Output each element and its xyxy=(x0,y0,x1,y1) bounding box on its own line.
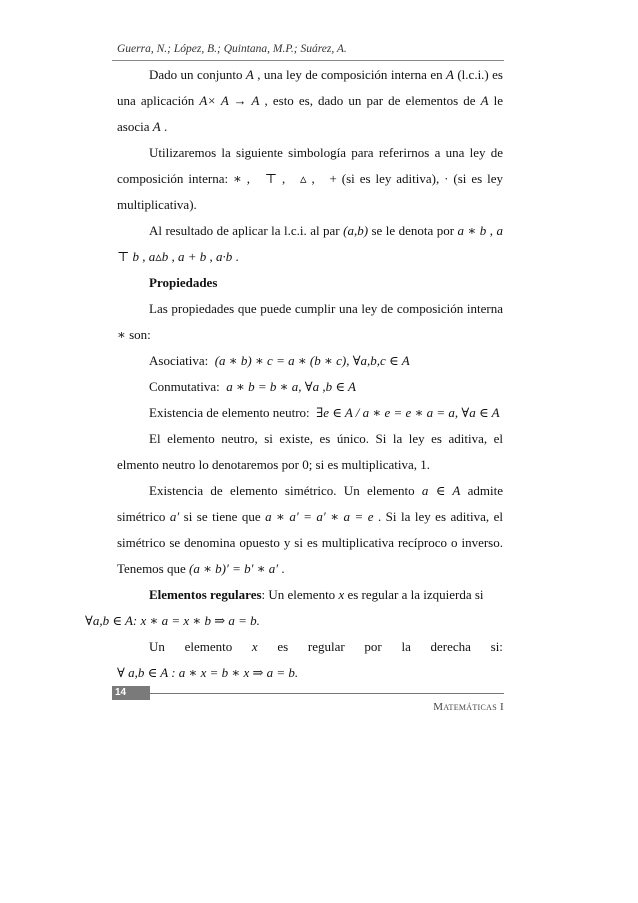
page-number: 14 xyxy=(112,686,150,700)
property-label: Existencia de elemento neutro: xyxy=(149,405,310,420)
paragraph-definition xyxy=(117,62,503,140)
math-formula: a ∗ b = b ∗ a, ∀a ,b ∈ A xyxy=(226,379,356,394)
paragraph-symmetric xyxy=(117,478,503,582)
text-span: . xyxy=(160,119,168,134)
text-span: , una ley de composición interna en xyxy=(253,67,446,82)
text-span: . xyxy=(232,249,239,264)
paragraph-neutral-unique: El elemento neutro, si existe, es único. Si la ley es aditiva, el elmento neutro lo denotaremos por 0; si es multiplicativa, 1. xyxy=(117,431,503,472)
math-span: (a,b) xyxy=(343,223,369,238)
property-label: Conmutativa: xyxy=(149,379,220,394)
paragraph-regular-left xyxy=(85,582,503,634)
property-neutral xyxy=(117,400,503,426)
math-formula: (a ∗ b) ∗ c = a ∗ (b ∗ c), ∀a,b,c ∈ A xyxy=(214,353,410,368)
paragraph-properties-intro: Las propiedades que puede cumplir una ley de composición interna ∗ son: xyxy=(117,301,503,342)
text-span: admite simétrico xyxy=(117,483,503,524)
word: regular xyxy=(307,639,345,654)
math-span: a′ xyxy=(169,509,180,524)
document-body xyxy=(85,62,504,686)
text-span: Al resultado de aplicar la l.c.i. al par xyxy=(149,223,344,238)
math-span: A xyxy=(480,93,489,108)
text-span: si se tiene que xyxy=(179,509,266,524)
operator-symbols: ∗ , ⊤ , ▵ , + xyxy=(233,171,337,186)
math-span: A xyxy=(245,67,254,82)
paragraph-symbology xyxy=(117,140,503,218)
text-span: . xyxy=(278,561,285,576)
regular-title: Elementos regulares xyxy=(149,587,262,602)
math-formula: ∀a,b ∈ A: x ∗ a = x ∗ b ⇒ a = b. xyxy=(85,613,260,628)
property-commutative xyxy=(117,374,503,400)
regular-right-formula: ∀ a,b ∈ A : a ∗ x = b ∗ x ⇒ a = b. xyxy=(117,665,299,680)
text-span: (l.c.i.) es una aplicación xyxy=(117,67,503,108)
text-span: Utilizaremos la siguiente simbología para referirnos a una ley de composición interna: xyxy=(117,145,503,186)
math-span: a ∈ A xyxy=(421,483,461,498)
math-formula: ∃e ∈ A / a ∗ e = e ∗ a = a, ∀a ∈ A xyxy=(316,405,500,420)
regular-right-line xyxy=(117,634,503,660)
word: es xyxy=(277,639,289,654)
math-span: A xyxy=(152,119,161,134)
math-span: a ∗ a′ = a′ ∗ a = e xyxy=(265,509,374,524)
math-span: (a ∗ b)′ = b′ ∗ a′ xyxy=(189,561,279,576)
word: si: xyxy=(490,639,503,654)
text-span: se le denota por xyxy=(368,223,458,238)
word: por xyxy=(364,639,382,654)
text-span: , esto es, dado un par de elementos de xyxy=(259,93,481,108)
paragraph-notation xyxy=(117,218,503,270)
footer-rule xyxy=(150,693,504,694)
math-span: A× A → A xyxy=(199,93,260,108)
word: derecha xyxy=(430,639,471,654)
word: la xyxy=(401,639,411,654)
text-span: Dado un conjunto xyxy=(149,67,246,82)
word: elemento xyxy=(184,639,233,654)
math-span: a ∗ b , a ⊤ b , a▵b , a + b , a·b xyxy=(117,223,503,264)
text-span: (si es ley aditiva), · (si es ley multiplicativa). xyxy=(117,171,503,212)
footer-title: Matemáticas I xyxy=(433,701,504,713)
word: x xyxy=(251,639,258,654)
word: Un xyxy=(149,639,165,654)
text-span: . Si la ley es aditiva, el simétrico se denomina opuesto y si es multiplicativa recíproco o inverso. Tenemos que xyxy=(117,509,503,576)
text-span: le asocia xyxy=(117,93,504,134)
math-span: A xyxy=(446,67,454,82)
math-span: x xyxy=(338,587,345,602)
property-associative xyxy=(117,348,503,374)
section-title-properties: Propiedades xyxy=(149,275,218,290)
text-span: es regular a la izquierda si xyxy=(344,587,484,602)
text-span: Existencia de elemento simétrico. Un elemento xyxy=(149,483,422,498)
text-span: : Un elemento xyxy=(261,587,339,602)
property-label: Asociativa: xyxy=(149,353,209,368)
running-header-authors: Guerra, N.; López, B.; Quintana, M.P.; Suárez, A. xyxy=(117,43,347,55)
header-rule xyxy=(112,60,504,61)
